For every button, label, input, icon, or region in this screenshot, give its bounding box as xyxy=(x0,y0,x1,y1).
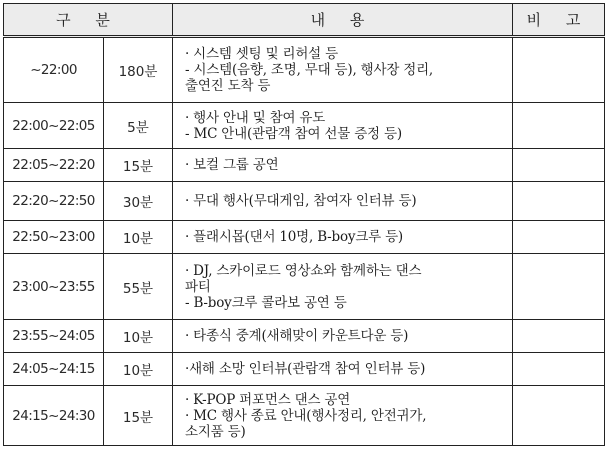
content-cell xyxy=(173,254,513,320)
remarks-cell xyxy=(513,221,605,254)
content-cell xyxy=(173,386,513,446)
duration-cell: 30분 xyxy=(104,182,173,221)
header-division: 구 분 xyxy=(4,4,173,37)
table-row xyxy=(4,103,605,149)
time-cell: 22:20~22:50 xyxy=(4,182,104,221)
remarks-cell xyxy=(513,103,605,149)
time-cell: ~22:00 xyxy=(4,37,104,103)
duration-cell: 10분 xyxy=(104,320,173,353)
time-cell: 22:00~22:05 xyxy=(4,103,104,149)
time-cell: 22:50~23:00 xyxy=(4,221,104,254)
table-row xyxy=(4,386,605,446)
content-line: ·새해 소망 인터뷰(관람객 참여 인터뷰 등) xyxy=(185,361,426,377)
duration-cell: 10분 xyxy=(104,353,173,386)
remarks-cell xyxy=(513,320,605,353)
content-cell xyxy=(173,353,513,386)
table-row xyxy=(4,37,605,103)
table-row xyxy=(4,149,605,182)
content-line: - MC 안내(관람객 참여 선물 증정 등) xyxy=(185,125,402,142)
content-line: · 플래시몹(댄서 10명, B-boy크루 등) xyxy=(185,229,403,245)
duration-cell: 10분 xyxy=(104,221,173,254)
time-cell: 22:05~22:20 xyxy=(4,149,104,182)
time-cell: 23:00~23:55 xyxy=(4,254,104,320)
content-cell xyxy=(173,320,513,353)
schedule-table xyxy=(3,3,605,446)
duration-cell: 180분 xyxy=(104,37,173,103)
content-cell xyxy=(173,182,513,221)
content-line: · 보컬 그룹 공연 xyxy=(185,157,279,173)
time-cell: 24:05~24:15 xyxy=(4,353,104,386)
remarks-cell xyxy=(513,37,605,103)
time-cell: 23:55~24:05 xyxy=(4,320,104,353)
header-remarks: 비 고 xyxy=(513,4,605,37)
content-line: · 무대 행사(무대게임, 참여자 인터뷰 등) xyxy=(185,193,417,209)
content-line: - 시스템(음향, 조명, 무대 등), 행사장 정리, xyxy=(185,62,434,78)
table-row xyxy=(4,320,605,353)
table-row xyxy=(4,221,605,254)
remarks-cell xyxy=(513,254,605,320)
header-row xyxy=(4,4,605,37)
duration-cell: 55분 xyxy=(104,254,173,320)
content-line: · 행사 안내 및 참여 유도 xyxy=(185,109,326,126)
table-row xyxy=(4,254,605,320)
content-line: 소지품 등) xyxy=(185,423,246,440)
content-line: - B-boy크루 콜라보 공연 등 xyxy=(185,294,347,311)
content-line: 출연진 도착 등 xyxy=(185,78,271,94)
remarks-cell xyxy=(513,182,605,221)
remarks-cell xyxy=(513,353,605,386)
table-row xyxy=(4,353,605,386)
schedule-body xyxy=(4,37,605,446)
remarks-cell xyxy=(513,386,605,446)
content-line: · K-POP 퍼포먼스 댄스 공연 xyxy=(185,391,351,408)
content-line: · MC 행사 종료 안내(행사정리, 안전귀가, xyxy=(185,407,427,424)
remarks-cell xyxy=(513,149,605,182)
content-cell xyxy=(173,149,513,182)
content-cell xyxy=(173,37,513,103)
duration-cell: 5분 xyxy=(104,103,173,149)
table-row xyxy=(4,182,605,221)
content-line: · DJ, 스카이로드 영상쇼와 함께하는 댄스 xyxy=(185,262,422,279)
duration-cell: 15분 xyxy=(104,386,173,446)
content-line: · 시스템 셋팅 및 리허설 등 xyxy=(185,46,338,62)
duration-cell: 15분 xyxy=(104,149,173,182)
content-line: · 타종식 중계(새해맞이 카운트다운 등) xyxy=(185,328,409,344)
content-line: 파티 xyxy=(185,278,211,295)
header-content: 내 용 xyxy=(173,4,513,37)
content-cell xyxy=(173,221,513,254)
time-cell: 24:15~24:30 xyxy=(4,386,104,446)
content-cell xyxy=(173,103,513,149)
